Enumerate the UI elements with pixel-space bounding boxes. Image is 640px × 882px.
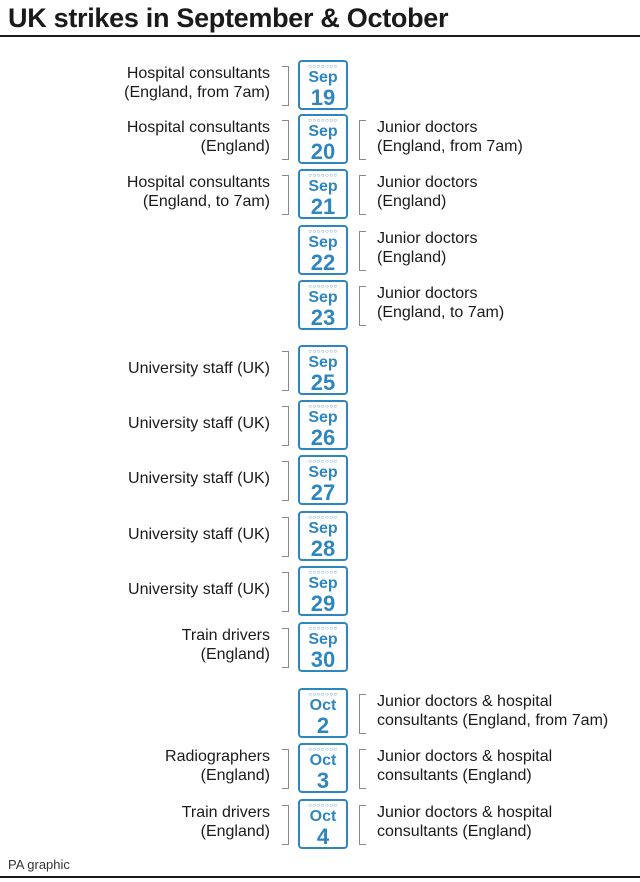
right-bracket [359,286,366,326]
label-line: Radiographers [165,748,270,765]
label-line: Hospital consultants [126,174,270,191]
left-bracket [282,572,289,612]
left-bracket [282,351,289,391]
label-line: (England, to 7am) [377,304,505,321]
calendar-rings: ○○○○○○○ [308,570,338,576]
strike-right-label [377,284,637,322]
strike-row [0,622,640,676]
calendar-icon [298,60,348,110]
label-line: Junior doctors [377,285,478,302]
calendar-day: 28 [310,536,336,561]
left-bracket [282,749,289,789]
calendar-day: 27 [310,480,336,505]
label-line: University staff (UK) [128,470,270,487]
left-bracket [282,406,289,446]
left-bracket [282,120,289,160]
calendar-month: Sep [308,234,338,251]
calendar-month: Sep [308,631,338,648]
calendar-rings: ○○○○○○○ [308,229,338,235]
calendar-month: Sep [308,178,338,195]
footer-divider [0,876,640,878]
label-line: (England) [377,193,447,210]
calendar-day: 4 [316,824,330,849]
strike-left-label [30,469,270,488]
label-line: Train drivers [181,804,270,821]
credit-text: PA graphic [8,857,70,872]
strike-left-label [30,626,270,664]
right-bracket [359,120,366,160]
calendar-month: Sep [308,354,338,371]
calendar-icon [298,566,348,616]
strike-right-label [377,692,637,730]
strike-row [0,345,640,399]
calendar-icon [298,743,348,793]
strike-right-label [377,747,637,785]
strike-row [0,455,640,509]
strike-right-label [377,118,637,156]
strike-row [0,400,640,454]
calendar-rings: ○○○○○○○ [308,515,338,521]
calendar-month: Sep [308,123,338,140]
strike-left-label [30,64,270,102]
strike-left-label [30,747,270,785]
calendar-rings: ○○○○○○○ [308,803,338,809]
label-line: consultants (England, from 7am) [377,712,609,729]
label-line: (England, to 7am) [142,193,270,210]
strike-left-label [30,803,270,841]
calendar-rings: ○○○○○○○ [308,747,338,753]
label-line: (England) [200,823,270,840]
calendar-icon [298,799,348,849]
label-line: Hospital consultants [126,119,270,136]
calendar-month: Oct [309,752,337,769]
calendar-rings: ○○○○○○○ [308,459,338,465]
calendar-rings: ○○○○○○○ [308,173,338,179]
calendar-rings: ○○○○○○○ [308,284,338,290]
strike-left-label [30,580,270,599]
strike-left-label [30,118,270,156]
strike-right-label [377,229,637,267]
calendar-day: 21 [310,194,336,219]
calendar-icon [298,345,348,395]
right-bracket [359,749,366,789]
label-line: University staff (UK) [128,581,270,598]
strike-row [0,225,640,279]
calendar-rings: ○○○○○○○ [308,64,338,70]
calendar-day: 25 [310,370,336,395]
label-line: (England) [200,138,270,155]
calendar-rings: ○○○○○○○ [308,118,338,124]
label-line: (England, from 7am) [377,138,523,155]
left-bracket [282,805,289,845]
calendar-rings: ○○○○○○○ [308,626,338,632]
calendar-icon [298,511,348,561]
label-line: University staff (UK) [128,415,270,432]
right-bracket [359,694,366,734]
label-line: Train drivers [181,627,270,644]
label-line: Junior doctors [377,174,478,191]
page-title: UK strikes in September & October [8,3,449,33]
label-line: Junior doctors & hospital [377,804,553,821]
calendar-day: 22 [310,250,336,275]
right-bracket [359,175,366,215]
calendar-icon [298,622,348,672]
strike-left-label [30,359,270,378]
label-line: Junior doctors [377,230,478,247]
label-line: consultants (England) [377,767,532,784]
label-line: Junior doctors [377,119,478,136]
label-line: University staff (UK) [128,360,270,377]
label-line: consultants (England) [377,823,532,840]
calendar-day: 30 [310,647,336,672]
label-line: Junior doctors & hospital [377,693,553,710]
strike-left-label [30,173,270,211]
strike-left-label [30,525,270,544]
calendar-rings: ○○○○○○○ [308,349,338,355]
strike-row [0,169,640,223]
label-line: Hospital consultants [126,65,270,82]
calendar-month: Sep [308,289,338,306]
label-line: (England) [200,646,270,663]
strike-row [0,743,640,797]
left-bracket [282,628,289,668]
label-line: (England) [200,767,270,784]
left-bracket [282,517,289,557]
label-line: (England) [377,249,447,266]
calendar-icon [298,400,348,450]
calendar-icon [298,114,348,164]
right-bracket [359,805,366,845]
label-line: Junior doctors & hospital [377,748,553,765]
calendar-month: Sep [308,69,338,86]
calendar-month: Sep [308,409,338,426]
calendar-rings: ○○○○○○○ [308,404,338,410]
strike-row [0,799,640,853]
calendar-day: 3 [316,768,330,793]
strike-left-label [30,414,270,433]
calendar-month: Sep [308,575,338,592]
calendar-month: Oct [309,808,337,825]
calendar-icon [298,688,348,738]
right-bracket [359,231,366,271]
calendar-day: 26 [310,425,336,450]
calendar-rings: ○○○○○○○ [308,692,338,698]
strike-row [0,511,640,565]
strike-row [0,566,640,620]
label-line: (England, from 7am) [124,84,270,101]
calendar-month: Sep [308,520,338,537]
calendar-month: Oct [309,697,337,714]
left-bracket [282,66,289,106]
strike-row [0,688,640,742]
strike-row [0,280,640,334]
calendar-icon [298,455,348,505]
calendar-icon [298,169,348,219]
label-line: University staff (UK) [128,526,270,543]
strike-right-label [377,803,637,841]
calendar-month: Sep [308,464,338,481]
calendar-day: 19 [310,85,336,110]
calendar-icon [298,280,348,330]
calendar-day: 23 [310,305,336,330]
left-bracket [282,175,289,215]
calendar-day: 2 [316,713,330,738]
calendar-day: 29 [310,591,336,616]
strike-row [0,114,640,168]
calendar-icon [298,225,348,275]
strike-row [0,60,640,114]
left-bracket [282,461,289,501]
strike-right-label [377,173,637,211]
calendar-day: 20 [310,139,336,164]
